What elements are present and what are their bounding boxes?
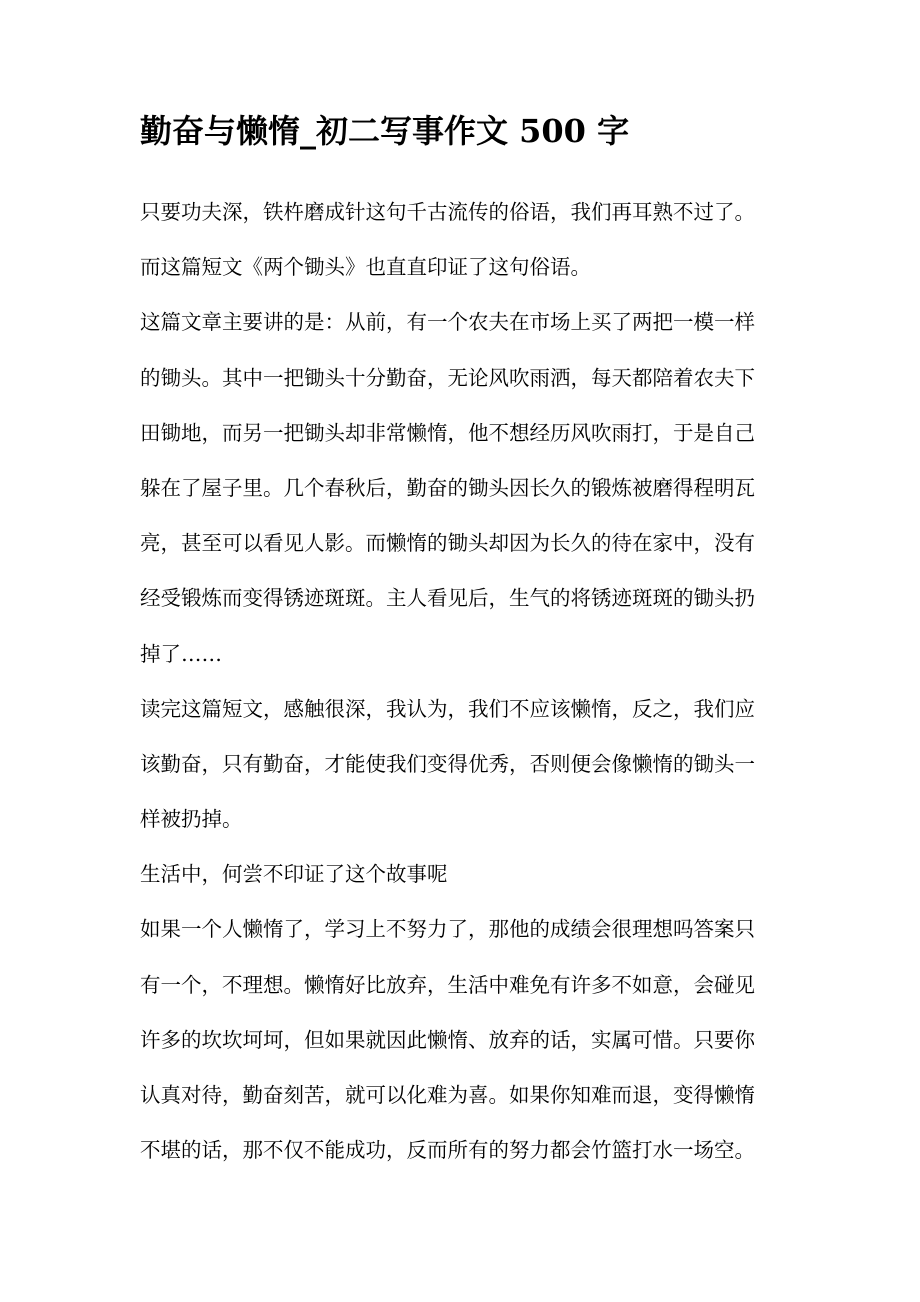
body-line: 不堪的话，那不仅不能成功，反而所有的努力都会竹篮打水一场空。 (140, 1138, 755, 1163)
body-line: 田锄地，而另一把锄头却非常懒惰，他不想经历风吹雨打，于是自己 (140, 420, 755, 445)
body-line: 样被扔掉。 (140, 807, 243, 832)
body-line: 躲在了屋子里。几个春秋后，勤奋的锄头因长久的锻炼被磨得程明瓦 (140, 475, 755, 500)
body-line: 这篇文章主要讲的是：从前，有一个农夫在市场上买了两把一模一样 (140, 310, 755, 335)
body-line: 掉了…… (140, 641, 222, 666)
body-line: 读完这篇短文，感触很深，我认为，我们不应该懒惰，反之，我们应 (140, 696, 755, 721)
body-line: 亮，甚至可以看见人影。而懒惰的锄头却因为长久的待在家中，没有 (140, 531, 755, 556)
body-line: 的锄头。其中一把锄头十分勤奋，无论风吹雨洒，每天都陪着农夫下 (140, 365, 755, 390)
body-line: 认真对待，勤奋刻苦，就可以化难为喜。如果你知难而退，变得懒惰 (140, 1083, 755, 1107)
body-line: 如果一个人懒惰了，学习上不努力了，那他的成绩会很理想吗答案只 (140, 917, 755, 942)
body-line: 经受锻炼而变得锈迹斑斑。主人看见后，生气的将锈迹斑斑的锄头扔 (140, 586, 755, 611)
document-title: 勤奋与懒惰_初二写事作文 500 字 (140, 112, 630, 150)
body-line: 许多的坎坎坷坷，但如果就因此懒惰、放弃的话，实属可惜。只要你 (140, 1027, 755, 1052)
body-line: 生活中，何尝不印证了这个故事呢 (140, 862, 448, 887)
body-line: 有一个，不理想。懒惰好比放弃，生活中难免有许多不如意，会碰见 (140, 972, 755, 997)
body-line: 而这篇短文《两个锄头》也直直印证了这句俗语。 (140, 255, 591, 280)
document-body (140, 185, 790, 1178)
body-line: 该勤奋，只有勤奋，才能使我们变得优秀，否则便会像懒惰的锄头一 (140, 751, 755, 776)
body-line: 只要功夫深，铁杵磨成针这句千古流传的俗语，我们再耳熟不过了。 (140, 200, 755, 224)
